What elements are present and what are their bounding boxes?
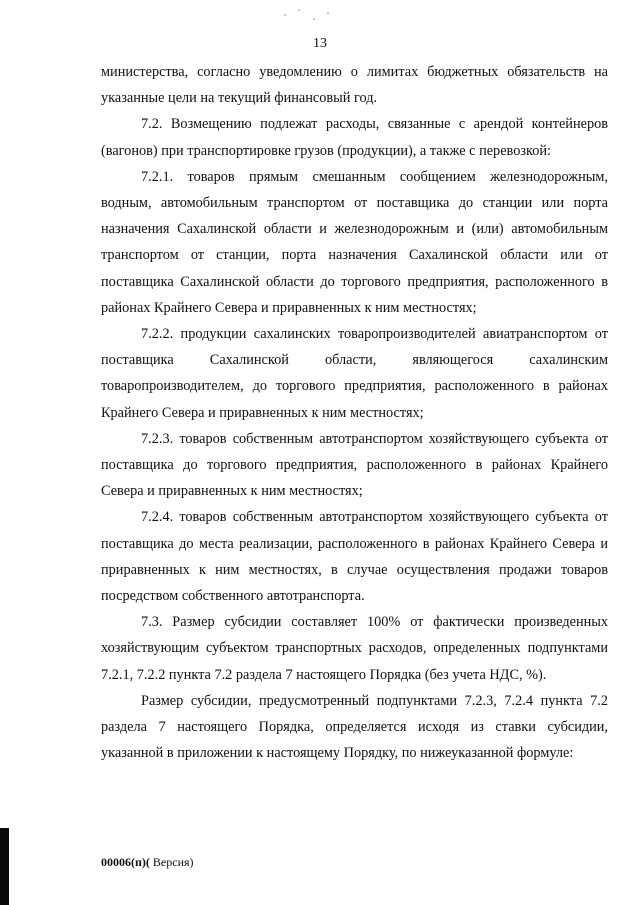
scan-edge-mark [0,828,9,905]
document-code-version: Версия) [149,855,194,869]
paragraph-intro: министерства, согласно уведомлению о лимитах бюджетных обязательств на указанные цели на текущий финансовый год. [101,64,608,107]
paragraph-subsidy-size: Размер субсидии, предусмотренный подпунктами 7.2.3, 7.2.4 пункта 7.2 раздела 7 настоящего Порядка, определяется исходя из ставки субсидии, указанной в приложении к настоящему Порядку, по нижеуказанной формуле: [101,692,608,762]
paragraph-7-2: 7.2. Возмещению подлежат расходы, связанные с арендой контейнеров (вагонов) при транспортировке грузов (продукции), а также с перевозкой: [101,116,608,159]
paragraph-7-2-2: 7.2.2. продукции сахалинских товаропроизводителей авиатранспортом от поставщика Сахалинской области, являющегося сахалинским товаропроизводителем, до торгового предприятия, расположенного в районах Крайнего Севера и приравненных к ним местностях; [101,326,608,421]
paragraph-7-2-4: 7.2.4. товаров собственным автотранспортом хозяйствующего субъекта от поставщика до места реализации, расположенного в районах Крайнего Севера и приравненных к ним местностях, в случае осуществления продажи товаров посредством собственного автотранспорта. [101,509,608,605]
document-body [101,59,608,766]
scan-noise [280,6,340,26]
document-code-number: 00006(п)( [101,855,150,869]
document-code [101,855,194,870]
paragraph-7-2-3: 7.2.3. товаров собственным автотранспортом хозяйствующего субъекта от поставщика до торгового предприятия, расположенного в районах Крайнего Севера и приравненных к ним местностях; [101,430,608,500]
page-number: 13 [313,36,327,51]
paragraph-7-2-1: 7.2.1. товаров прямым смешанным сообщением железнодорожным, водным, автомобильным транспортом от поставщика до станции или порта назначения Сахалинской области и железнодорожным и (или) автомобильным транспортом от станции, порта назначения Сахалинской области или от поставщика Сахалинской области до торгового предприятия, расположенного в районах Крайнего Севера и приравненных к ним местностях; [101,168,608,316]
paragraph-7-3: 7.3. Размер субсидии составляет 100% от фактически произведенных хозяйствующим субъектом транспортных расходов, определенных подпунктами 7.2.1, 7.2.2 пункта 7.2 раздела 7 настоящего Порядка (без учета НДС, %). [101,614,608,683]
